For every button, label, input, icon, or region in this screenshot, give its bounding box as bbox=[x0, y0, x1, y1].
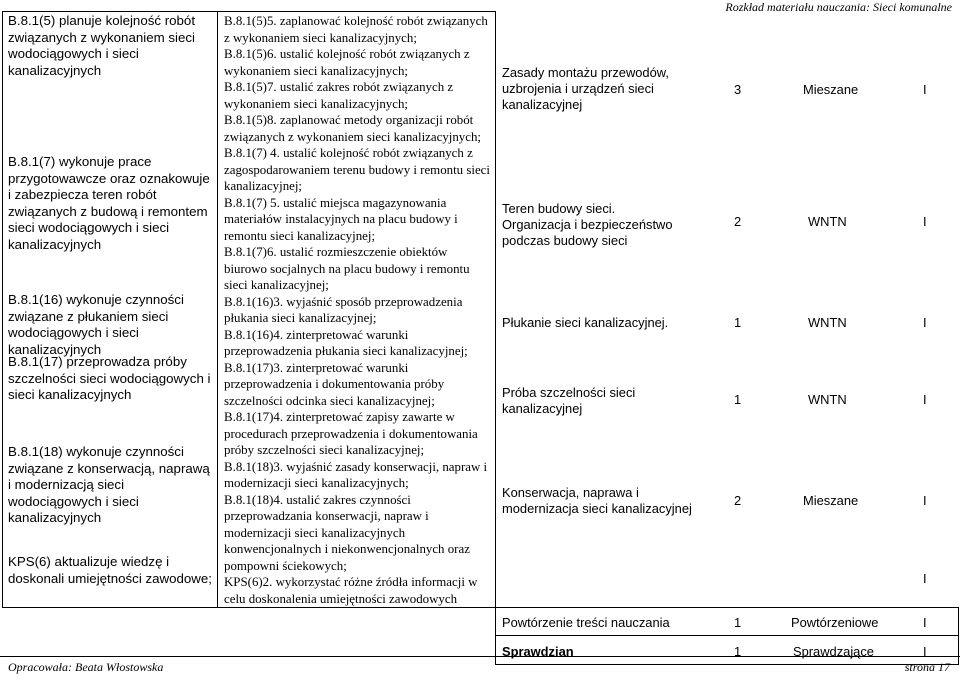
hours-value: 2 bbox=[734, 213, 742, 229]
form-value: Mieszane bbox=[803, 492, 859, 508]
detailed-effect: B.8.1(7) 4. ustalić kolejność robót związanych z zagospodarowaniem terenu budowy i remontu sieci kanalizacyjnej; bbox=[224, 146, 490, 193]
detailed-effects-cell bbox=[218, 12, 496, 608]
effect-item: B.8.1(7) wykonuje prace przygotowawcze oraz oznakowuje i zabezpiecza teren robót związanych z budową i remontem sieci wodociągowych i sieci kanalizacyjnych bbox=[8, 154, 210, 252]
form-value: Mieszane bbox=[803, 81, 859, 97]
hours-value: 1 bbox=[734, 615, 742, 630]
detailed-effect: B.8.1(7) 5. ustalić miejsca magazynowania materiałów instalacyjnych na placu budowy i remontu sieci kanalizacyjnej; bbox=[224, 195, 458, 243]
hours-value: 1 bbox=[734, 314, 742, 330]
detailed-effect: B.8.1(17)3. zinterpretować warunki przeprowadzenia i dokumentowania próby szczelności odcinka sieci kanalizacyjnej; bbox=[224, 360, 445, 408]
spacer-cell bbox=[3, 608, 218, 636]
hours-value: 3 bbox=[734, 81, 742, 97]
topic-label: Próba szczelności sieci kanalizacyjnej bbox=[502, 384, 636, 416]
term-value: I bbox=[923, 644, 927, 659]
learning-effects-cell bbox=[3, 12, 218, 608]
topic-label: Teren budowy sieci. Organizacja i bezpieczeństwo podczas budowy sieci bbox=[502, 200, 673, 248]
detailed-effect: B.8.1(5)5. zaplanować kolejność robót związanych z wykonaniem sieci kanalizacyjnych; bbox=[224, 14, 488, 45]
term-value: I bbox=[923, 391, 927, 407]
detailed-effect: B.8.1(16)4. zinterpretować warunki przeprowadzenia płukania sieci kanalizacyjnej; bbox=[224, 327, 468, 358]
detailed-effect: B.8.1(18)3. wyjaśnić zasady konserwacji, napraw i modernizacji sieci kanalizacyjnych; bbox=[224, 459, 488, 490]
detailed-effect: B.8.1(5)6. ustalić kolejność robót związanych z wykonaniem sieci kanalizacyjnych; bbox=[224, 47, 470, 78]
hours-value: 1 bbox=[734, 391, 742, 407]
form-value: Powtórzeniowe bbox=[791, 615, 879, 630]
topic-label: Powtórzenie treści nauczania bbox=[502, 615, 670, 630]
term-value: I bbox=[923, 213, 927, 229]
term-value: I bbox=[923, 492, 927, 508]
detailed-effect: B.8.1(5)8. zaplanować metody organizacji robót związanych z wykonaniem sieci kanalizacyjnych; bbox=[224, 113, 481, 144]
footer-page-number: strona 17 bbox=[904, 660, 950, 674]
term-value: I bbox=[923, 81, 927, 97]
effect-item: KPS(6) aktualizuje wiedzę i doskonali umiejętności zawodowe; bbox=[8, 554, 212, 586]
document-footer bbox=[0, 656, 960, 674]
form-value: WNTN bbox=[808, 314, 847, 330]
effect-item: B.8.1(16) wykonuje czynności związane z płukaniem sieci wodociągowych i sieci kanalizacyjnych bbox=[8, 292, 184, 357]
topic-label: Konserwacja, naprawa i modernizacja sieci kanalizacyjnej bbox=[502, 484, 692, 516]
detailed-effect: B.8.1(18)4. ustalić zakres czynności przeprowadzania konserwacji, napraw i modernizacji sieci kanalizacyjnych konwencjonalnych i niekonwencjonalnych oraz pompowni ściekowych; bbox=[224, 492, 470, 573]
effect-item: B.8.1(17) przeprowadza próby szczelności sieci wodociągowych i sieci kanalizacyjnych bbox=[8, 354, 211, 402]
hours-value: 1 bbox=[734, 644, 742, 659]
spacer-cell bbox=[218, 608, 496, 636]
effect-item: B.8.1(18) wykonuje czynności związane z konserwacją, naprawą i modernizacją sieci wodociągowych i sieci kanalizacyjnych bbox=[8, 444, 210, 525]
term-value: I bbox=[923, 314, 927, 330]
repetition-row bbox=[496, 608, 959, 636]
topics-cell bbox=[496, 12, 959, 608]
footer-author: Opracowała: Beata Włostowska bbox=[8, 660, 164, 674]
detailed-effect: B.8.1(5)7. ustalić zakres robót związanych z wykonaniem sieci kanalizacyjnych; bbox=[224, 80, 454, 111]
curriculum-table bbox=[2, 11, 959, 665]
spacer-cell bbox=[218, 636, 496, 665]
document-header: Rozkład materiału nauczania: Sieci komunalne bbox=[725, 0, 952, 14]
effect-item: B.8.1(5) planuje kolejność robót związanych z wykonaniem sieci wodociągowych i sieci kanalizacyjnych bbox=[8, 13, 196, 78]
topic-label: Sprawdzian bbox=[502, 644, 574, 659]
topic-label: Płukanie sieci kanalizacyjnej. bbox=[502, 314, 669, 330]
form-value: Sprawdzające bbox=[793, 644, 874, 659]
hours-value: 2 bbox=[734, 492, 742, 508]
term-value: I bbox=[923, 570, 927, 586]
form-value: WNTN bbox=[808, 391, 847, 407]
form-value: WNTN bbox=[808, 213, 847, 229]
detailed-effect: B.8.1(16)3. wyjaśnić sposób przeprowadzenia płukania sieci kanalizacyjnej; bbox=[224, 294, 463, 325]
test-row bbox=[496, 636, 959, 665]
detailed-effect: KPS(6)2. wykorzystać różne źródła informacji w celu doskonalenia umiejętności zawodowych bbox=[224, 575, 478, 606]
topic-label: Zasady montażu przewodów, uzbrojenia i urządzeń sieci kanalizacyjnej bbox=[502, 64, 669, 112]
term-value: I bbox=[923, 615, 927, 630]
detailed-effect: B.8.1(17)4. zinterpretować zapisy zawarte w procedurach przeprowadzenia i dokumentowania próby szczelności sieci kanalizacyjnej; bbox=[224, 410, 478, 457]
detailed-effect: B.8.1(7)6. ustalić rozmieszczenie obiektów biurowo socjalnych na placu budowy i remontu sieci kanalizacyjnej; bbox=[224, 245, 470, 292]
